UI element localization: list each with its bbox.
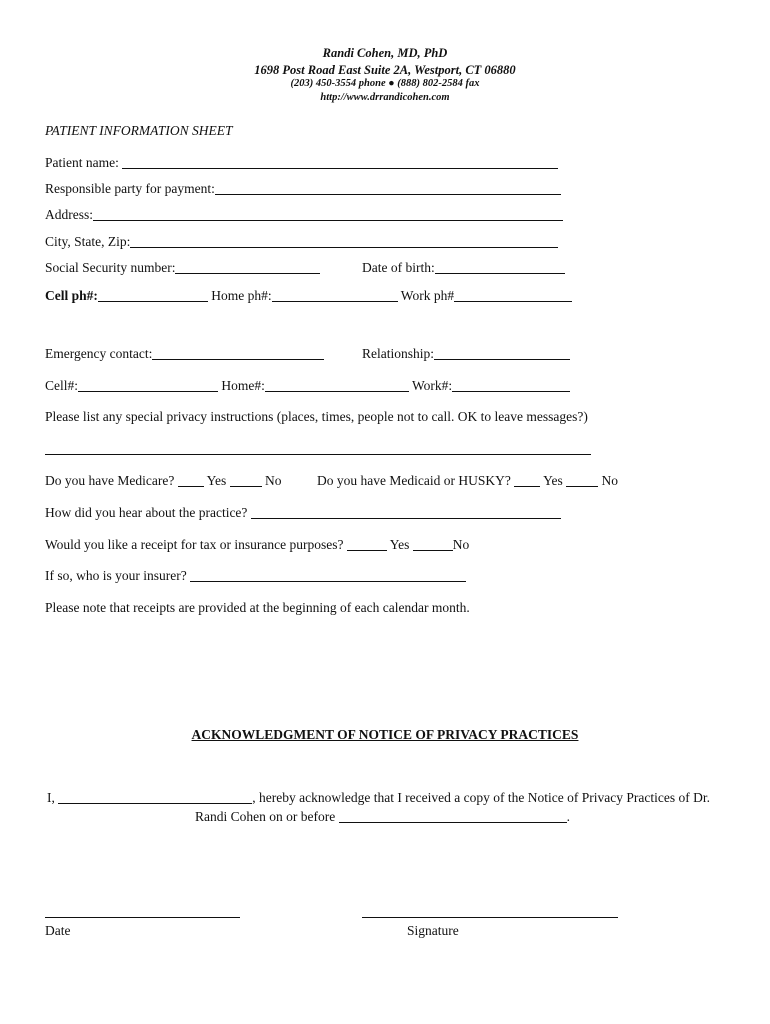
receipt-note: Please note that receipts are provided at the beginning of each calendar month. — [45, 600, 470, 615]
ssn-field[interactable] — [175, 261, 320, 274]
signature-label: Signature — [407, 923, 459, 938]
practice-address: 1698 Post Road East Suite 2A, Westport, CT 06880 — [254, 63, 516, 77]
emergency-contact-label: Emergency contact: — [45, 346, 153, 361]
receipt-no-label: No — [452, 537, 470, 552]
patient-name-row — [45, 155, 558, 171]
privacy-answer-field[interactable] — [45, 442, 591, 455]
hear-field[interactable] — [251, 506, 561, 519]
address-row — [45, 207, 563, 223]
ssn-label: Social Security number: — [45, 260, 176, 275]
hear-row — [45, 505, 561, 521]
practice-phone: (203) 450-3554 phone ● (888) 802-2584 fax — [290, 78, 480, 89]
ack-line-1 — [47, 790, 710, 806]
form-title: PATIENT INFORMATION SHEET — [45, 123, 233, 138]
emergency-phones-row — [45, 378, 570, 394]
privacy-answer-row — [45, 441, 591, 457]
ack-text-2: Randi Cohen on or before — [195, 809, 336, 824]
relationship-label: Relationship: — [362, 346, 434, 361]
doctor-name: Randi Cohen, MD, PhD — [322, 46, 448, 60]
home-ph-label: Home ph#: — [211, 288, 272, 303]
dob-label: Date of birth: — [362, 260, 435, 275]
medicare-yes-field[interactable] — [178, 474, 204, 487]
receipt-no-field[interactable] — [413, 538, 453, 551]
ack-i-label: I, — [47, 790, 55, 805]
ssn-row — [45, 260, 320, 276]
relationship-row — [362, 346, 570, 362]
dob-field[interactable] — [435, 261, 565, 274]
city-state-zip-label: City, State, Zip: — [45, 234, 131, 249]
cell-ph-label: Cell ph#: — [45, 288, 98, 303]
medicaid-question: Do you have Medicaid or HUSKY? — [317, 473, 511, 488]
receipt-yes-field[interactable] — [347, 538, 387, 551]
insurer-row — [45, 568, 466, 584]
date-line[interactable] — [45, 904, 240, 920]
work-ph-label: Work ph# — [400, 288, 455, 303]
home-field[interactable] — [265, 379, 409, 392]
address-label: Address: — [45, 207, 93, 222]
insurer-question: If so, who is your insurer? — [45, 568, 187, 583]
date-label: Date — [45, 923, 71, 938]
dob-row — [362, 260, 565, 276]
work-field[interactable] — [452, 379, 570, 392]
home-label: Home#: — [221, 378, 265, 393]
responsible-party-field[interactable] — [215, 182, 561, 195]
medicaid-no-field[interactable] — [566, 474, 598, 487]
medicare-no-field[interactable] — [230, 474, 262, 487]
insurance-coverage-row — [45, 473, 281, 489]
emergency-contact-row — [45, 346, 324, 362]
medicare-yes-label: Yes — [206, 473, 227, 488]
ack-name-field[interactable] — [58, 791, 252, 804]
cell-field[interactable] — [78, 379, 218, 392]
patient-name-label: Patient name: — [45, 155, 119, 170]
hear-question: How did you hear about the practice? — [45, 505, 248, 520]
signature-line[interactable] — [362, 904, 618, 920]
medicaid-row — [317, 473, 618, 489]
insurer-field[interactable] — [190, 569, 466, 582]
ack-heading: ACKNOWLEDGMENT OF NOTICE OF PRIVACY PRACTICES — [191, 727, 579, 742]
home-ph-field[interactable] — [272, 289, 398, 302]
responsible-party-label: Responsible party for payment: — [45, 181, 215, 196]
ack-text-1: , hereby acknowledge that I received a copy of the Notice of Privacy Practices of Dr. — [252, 790, 710, 805]
ack-line-2 — [195, 809, 570, 825]
ack-date-field[interactable] — [339, 810, 567, 823]
medicare-no-label: No — [264, 473, 282, 488]
receipt-yes-label: Yes — [389, 537, 410, 552]
ack-period: . — [566, 809, 570, 824]
work-ph-field[interactable] — [454, 289, 572, 302]
patient-name-field[interactable] — [122, 156, 558, 169]
emergency-contact-field[interactable] — [152, 347, 324, 360]
address-field[interactable] — [93, 208, 563, 221]
relationship-field[interactable] — [434, 347, 570, 360]
medicaid-yes-field[interactable] — [514, 474, 540, 487]
city-state-zip-field[interactable] — [130, 235, 558, 248]
receipt-question: Would you like a receipt for tax or insurance purposes? — [45, 537, 344, 552]
practice-website: http://www.drrandicohen.com — [320, 92, 450, 103]
medicare-question: Do you have Medicare? — [45, 473, 175, 488]
work-label: Work#: — [412, 378, 453, 393]
cell-ph-field[interactable] — [98, 289, 208, 302]
city-state-zip-row — [45, 234, 558, 250]
medicaid-no-label: No — [601, 473, 618, 488]
receipt-row — [45, 537, 469, 553]
privacy-question: Please list any special privacy instructions (places, times, people not to call. OK to leave messages?) — [45, 409, 588, 424]
cell-label: Cell#: — [45, 378, 78, 393]
medicaid-yes-label: Yes — [543, 473, 563, 488]
phones-row — [45, 288, 572, 304]
responsible-party-row — [45, 181, 561, 197]
